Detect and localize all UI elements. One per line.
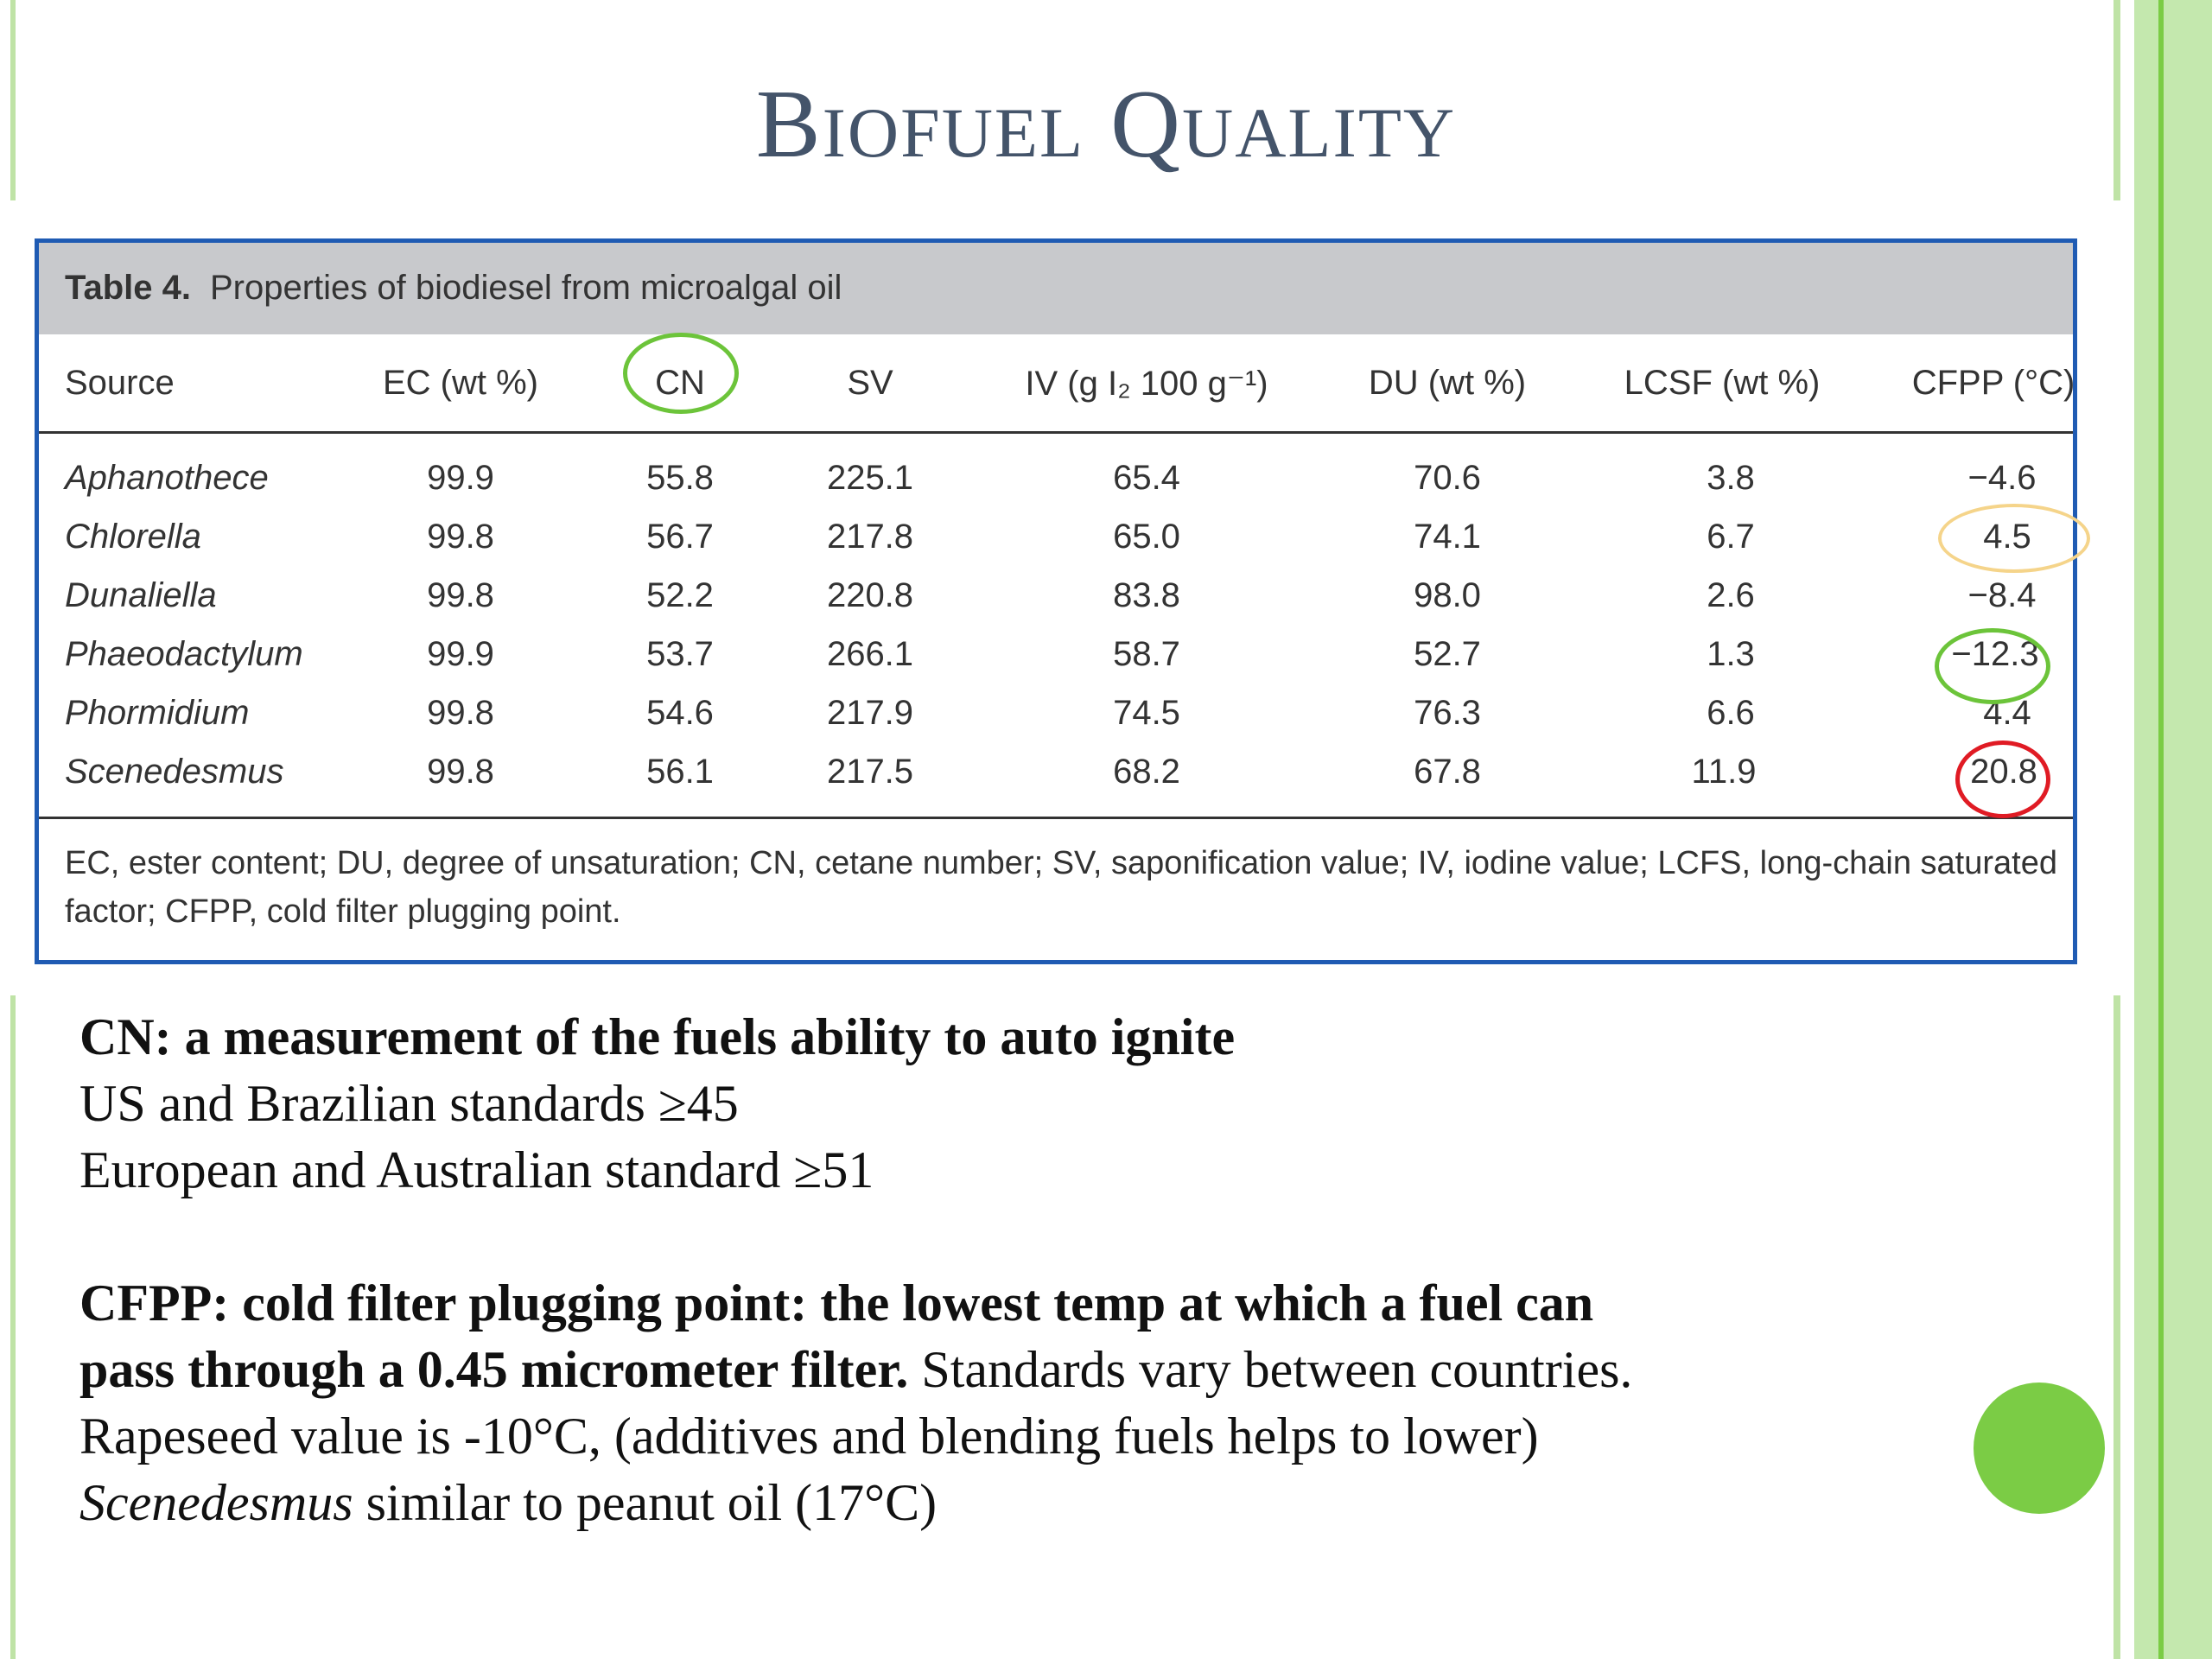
table-cell: 217.5 [826,753,914,791]
left-accent-bar-bottom [10,995,16,1659]
cn-heading: CN: a measurement of the fuels ability to auto ignite [79,1008,1236,1065]
right-accent-band-line [2158,0,2164,1659]
table-cell: 99.9 [427,459,494,497]
header-du: DU (wt %) [1368,364,1527,402]
table-cell: 220.8 [826,576,914,614]
table-cell: 99.8 [427,694,494,732]
title-rest-1: IOFUEL [822,93,1085,172]
table-cell-source: Dunaliella [65,576,217,614]
table-cell: 52.7 [1414,635,1481,673]
table-caption-bar [39,243,2073,334]
cfpp-scenedesmus-line [79,1470,2067,1536]
table-cell: 67.8 [1414,753,1481,791]
table-cell: 98.0 [1414,576,1481,614]
table-cell: 1.3 [1707,635,1755,673]
title-cap-1: B [755,71,823,178]
table-label: Table 4. [65,269,191,307]
table-cell: 68.2 [1113,753,1180,791]
slide-body-text [79,1004,2067,1536]
header-source: Source [65,364,175,402]
table-cell: 54.6 [646,694,714,732]
table-cell: 2.6 [1707,576,1755,614]
table-cell-source: Scenedesmus [65,753,284,791]
table-cell: 99.8 [427,753,494,791]
table-footnote: EC, ester content; DU, degree of unsaturation; CN, cetane number; SV, saponification value; IV, iodine value; LCFS, long-chain saturated factor; CFPP, cold filter plugging point. [65,845,2057,930]
table-cell: 65.0 [1113,518,1180,556]
table-cell: 217.9 [826,694,914,732]
header-cn: CN [655,364,705,402]
table-caption: Properties of biodiesel from microalgal oil [210,269,842,307]
table-cell: −8.4 [1967,576,2037,614]
table-cell-source: Phormidium [65,694,250,732]
table-cell: 3.8 [1707,459,1755,497]
table-cell-source: Aphanothece [65,459,269,497]
scenedesmus-name: Scenedesmus [79,1474,353,1531]
cn-highlight-ring [623,333,739,414]
table-cell: 56.7 [646,518,714,556]
table-cell: 65.4 [1113,459,1180,497]
title-cap-2: Q [1110,71,1182,178]
cfpp-standards-text: Standards vary between countries. [908,1341,1633,1398]
scenedesmus-comparison: similar to peanut oil (17°C) [353,1474,938,1531]
table-cell: −12.3 [1951,635,2039,673]
table-cell: 4.4 [1983,694,2031,732]
decorative-green-circle [1974,1382,2105,1514]
table-cell: 225.1 [826,459,914,497]
table-cell: 99.8 [427,518,494,556]
header-ec: EC (wt %) [383,364,538,402]
table-cell: 20.8 [1970,753,2037,791]
header-sv: SV [847,364,893,402]
table-cell-source: Chlorella [65,518,201,556]
table-cell: 56.1 [646,753,714,791]
header-iv: IV (g I₂ 100 g⁻¹) [1025,365,1268,403]
cfpp-rapeseed-line: Rapeseed value is -10°C, (additives and blending fuels helps to lower) [79,1408,1539,1465]
table-cell: −4.6 [1967,459,2037,497]
body-rule [39,817,2073,819]
table-cell: 4.5 [1983,518,2031,556]
header-lcsf: LCSF (wt %) [1624,364,1821,402]
cfpp-heading-line1: CFPP: cold filter plugging point: the lowest temp at which a fuel can [79,1274,1594,1332]
table-cell: 99.9 [427,635,494,673]
cn-standard-us-brazil: US and Brazilian standards ≥45 [79,1075,739,1132]
table-cell: 70.6 [1414,459,1481,497]
right-accent-band [2134,0,2212,1659]
table-cell: 58.7 [1113,635,1180,673]
table-cell: 53.7 [646,635,714,673]
table-cell: 11.9 [1691,753,1757,791]
slide-title [0,69,2212,181]
scenedesmus-cfpp-highlight-ring [1955,741,2050,818]
table-cell: 55.8 [646,459,714,497]
cn-standard-eu-australia: European and Australian standard ≥51 [79,1141,874,1198]
header-cfpp: CFPP (°C) [1911,364,2075,402]
table-cell: 217.8 [826,518,914,556]
title-rest-2: UALITY [1181,93,1457,172]
chlorella-cfpp-highlight-ring [1938,504,2090,573]
table-cell: 266.1 [826,635,914,673]
table-cell-source: Phaeodactylum [65,635,303,673]
header-rule [39,431,2073,434]
table-cell: 6.7 [1707,518,1755,556]
cfpp-heading-bold: pass through a 0.45 micrometer filter. [79,1341,909,1398]
right-accent-bar-thin-bottom [2113,995,2120,1659]
cfpp-heading-line2 [79,1337,2067,1403]
table-cell: 99.8 [427,576,494,614]
table-cell: 6.6 [1707,694,1755,732]
table-cell: 74.5 [1113,694,1180,732]
biodiesel-properties-table [35,238,2077,964]
table-cell: 83.8 [1113,576,1180,614]
table-cell: 74.1 [1414,518,1481,556]
table-cell: 52.2 [646,576,714,614]
table-cell: 76.3 [1414,694,1481,732]
phaeodactylum-cfpp-highlight-ring [1935,628,2050,704]
blank-line [79,1204,2067,1270]
